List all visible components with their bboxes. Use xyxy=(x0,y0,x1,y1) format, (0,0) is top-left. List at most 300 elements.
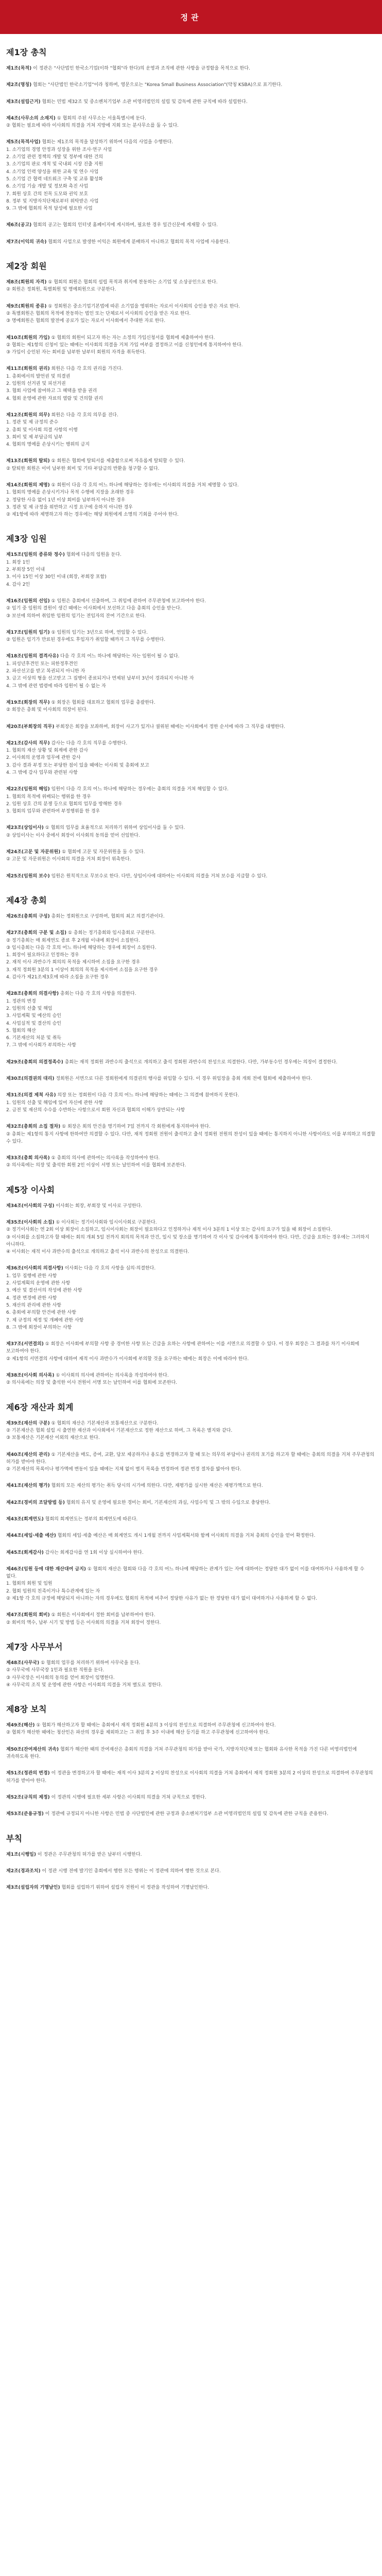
article-paragraph xyxy=(6,937,376,944)
article-text: 협회는 제1조의 목적을 달성하기 위하여 다음의 사업을 수행한다. xyxy=(42,140,173,145)
article-text: 4. 감사 2인 xyxy=(6,582,30,587)
article xyxy=(6,1123,376,1145)
article-text: 정회원은 서면으로 다른 정회원에게 의결권의 행사를 위임할 수 있다. 이 경우 위임장을 총회 개회 전에 협회에 제출하여야 한다. xyxy=(56,1076,312,1082)
article-text: ③ 가입이 승인된 자는 회비를 납부한 날부터 회원의 자격을 취득한다. xyxy=(6,350,146,355)
article-heading: 제5조(목적사업) xyxy=(6,140,41,145)
article-paragraph xyxy=(6,1612,376,1619)
article-text: 협회는 "사단법인 한국소기업"이라 칭하며, 영문으로는 "Korea Small Business Association"(약칭 KSBA)으로 표기한다. xyxy=(33,82,283,88)
article xyxy=(6,1059,376,1066)
article-text: 1. 협회의 목적에 위배되는 행위를 한 경우 xyxy=(6,794,91,800)
article-text: 1. 협회의 명예를 손상시키거나 목적 수행에 지장을 초래한 경우 xyxy=(6,490,134,496)
article-paragraph xyxy=(6,1770,376,1785)
chapter-title: 제6장 재산과 회계 xyxy=(6,1402,74,1412)
article-text: 감사는 다음 각 호의 직무를 수행한다. xyxy=(51,740,128,746)
article-text: 7. 회원 상호 간의 친목 도모와 권익 보호 xyxy=(6,191,89,197)
article-paragraph xyxy=(6,1588,376,1595)
article-text: ④ 이사회는 재적 이사 과반수의 출석으로 개의하고 출석 이사 과반수의 찬성으로 의결한다. xyxy=(6,1249,189,1255)
page-title-banner xyxy=(0,0,382,34)
article-text: ② 임원은 임기가 만료된 경우에도 후임자가 취임할 때까지 그 직무를 수행한다. xyxy=(6,637,166,643)
article-paragraph xyxy=(6,944,376,952)
article-paragraph xyxy=(6,222,376,229)
chapter-title: 제3장 임원 xyxy=(6,534,47,544)
article-heading: 제14조(회원의 제명) xyxy=(6,482,50,488)
article xyxy=(6,653,376,689)
article xyxy=(6,598,376,620)
article-heading: 제53조(준용규정) xyxy=(6,1811,44,1817)
chapter-title: 제2장 회원 xyxy=(6,261,47,272)
article-paragraph xyxy=(6,1667,376,1674)
article-text: ② 총회는 제1항의 통지 사항에 한하여만 의결할 수 있다. 다만, 재적 정회원 전원이 출석하고 출석 정회원 전원의 찬성이 있을 때에는 통지하지 아니한 사항이라도 이를 부의하고 의결할 수 있다. xyxy=(6,1131,377,1144)
article-text: ② 회비의 액수, 납부 시기 및 방법 등은 이사회의 의결을 거쳐 회장이 정한다. xyxy=(6,1620,161,1625)
article xyxy=(6,139,376,212)
article-heading: 제11조(회원의 권리) xyxy=(6,366,50,372)
article-text: 협회의 사업으로 발생한 이익은 회원에게 분배하지 아니하고 협회의 목적 사업에 사용한다. xyxy=(48,239,230,245)
article-paragraph xyxy=(6,1302,376,1309)
article-paragraph xyxy=(6,849,376,856)
article xyxy=(6,1516,376,1523)
article-heading: 제32조(총회의 소집 절차) xyxy=(6,1124,61,1130)
article-heading: 제8조(회원의 자격) xyxy=(6,280,47,285)
article-text: 3. 감사 결과 부정 또는 부당한 점이 있을 때에는 이사회 및 총회에 보고 xyxy=(6,762,149,768)
article-paragraph xyxy=(6,551,376,558)
article xyxy=(6,1219,376,1256)
article-text: ② 기본재산은 협회 설립 시 출연한 재산과 이사회에서 기본재산으로 정한 재산으로 하며, 그 목록은 별지와 같다. xyxy=(6,1428,233,1433)
article-paragraph xyxy=(6,873,376,880)
article-heading: 제4조(사무소의 소재지) xyxy=(6,115,56,121)
article-paragraph xyxy=(6,81,376,89)
article-heading: 제10조(회원의 가입) xyxy=(6,335,50,341)
article-paragraph xyxy=(6,801,376,808)
article-paragraph xyxy=(6,1123,376,1130)
article-paragraph xyxy=(6,605,376,612)
article-paragraph xyxy=(6,387,376,395)
article-paragraph xyxy=(6,1379,376,1386)
article-paragraph xyxy=(6,1273,376,1280)
article-text: ① 회장은 회의 안건을 명기하여 7일 전까지 각 회원에게 통지하여야 한다. xyxy=(62,1124,211,1130)
article xyxy=(6,1092,376,1114)
article-paragraph xyxy=(6,1499,376,1506)
chapter-title: 제8장 보칙 xyxy=(6,1704,47,1715)
article-text: ① 회장은 이사회에 부의할 사항 중 경미한 사항 또는 긴급을 요하는 사항에 관하여는 이를 서면으로 의결할 수 있다. 이 경우 회장은 그 결과를 차기 이사회에 보고하여야 한다. xyxy=(6,1342,361,1354)
article-paragraph xyxy=(6,699,376,706)
article-text: 다음 각 호의 어느 하나에 해당하는 자는 임원이 될 수 없다. xyxy=(60,654,180,659)
article-text: 이 정관의 시행에 필요한 세부 사항은 이사회의 의결을 거쳐 규칙으로 정한다. xyxy=(51,1794,206,1800)
article-paragraph xyxy=(6,511,376,518)
article-heading: 제20조(부회장의 직무) xyxy=(6,724,55,730)
article-text: 이 정관을 변경하고자 할 때에는 재적 이사 3분의 2 이상의 찬성으로 이사회의 의결을 거쳐 총회에서 재적 정회원 3분의 2 이상의 찬성으로 의결하여 주무관청의 허가를 받아야 한다. xyxy=(6,1771,375,1784)
article-text: ② 회장은 총회 및 이사회의 의장이 된다. xyxy=(6,707,88,713)
article-paragraph xyxy=(6,1674,376,1682)
article-text: ① 이사회는 정기이사회와 임시이사회로 구분한다. xyxy=(56,1219,157,1225)
article-paragraph xyxy=(6,762,376,769)
article xyxy=(6,65,376,72)
article-text: 8. 그 밖에 회장이 부의하는 사항 xyxy=(6,1325,72,1330)
article-paragraph xyxy=(6,653,376,660)
article-heading: 제35조(이사회의 소집) xyxy=(6,1219,55,1225)
article-heading: 제21조(감사의 직무) xyxy=(6,740,50,746)
article-paragraph xyxy=(6,1226,376,1233)
article-paragraph xyxy=(6,1234,376,1249)
article-text: ① 기본재산을 매도, 증여, 교환, 담보 제공하거나 용도를 변경하고자 할 때 또는 의무의 부담이나 권리의 포기를 하고자 할 때에는 총회의 의결을 거쳐 주무관청의 허가를 받아야 한다. xyxy=(6,1452,376,1465)
article-paragraph xyxy=(6,303,376,310)
article-paragraph xyxy=(6,183,376,190)
article-heading: 제52조(규칙의 제정) xyxy=(6,1794,50,1800)
article-paragraph xyxy=(6,310,376,317)
article-paragraph xyxy=(6,740,376,747)
article-paragraph xyxy=(6,146,376,154)
article xyxy=(6,1884,376,1891)
article-paragraph xyxy=(6,629,376,636)
article-text: 이사회는 회장, 부회장 및 이사로 구성한다. xyxy=(56,1203,143,1209)
article-text: 7. 그 밖에 이사회가 부의하는 사항 xyxy=(6,1043,76,1048)
article-heading: 제49조(해산) xyxy=(6,1723,35,1728)
article-text: 4. 그 밖에 감사 업무와 관련된 사항 xyxy=(6,770,78,775)
article-text: 감사는 회계감사를 연 1회 이상 실시하여야 한다. xyxy=(45,1550,144,1555)
article-paragraph xyxy=(6,1595,376,1602)
article xyxy=(6,1659,376,1689)
article-paragraph xyxy=(6,832,376,839)
article-heading: 제9조(회원의 종류) xyxy=(6,303,47,309)
article-text: ② 회원은 정회원, 특별회원 및 명예회원으로 구분한다. xyxy=(6,287,116,293)
article-text: 2. 재적 이사 과반수가 회의의 목적을 제시하여 소집을 요구한 경우 xyxy=(6,960,141,965)
article-text: 3. 금고 이상의 형을 선고받고 그 집행이 종료되거나 면제된 날부터 3년이 경과되지 아니한 자 xyxy=(6,676,194,682)
article-text: 2. 이사회의 운영과 업무에 관한 감사 xyxy=(6,755,81,761)
article-text: 2. 파산선고를 받고 복권되지 아니한 자 xyxy=(6,669,85,674)
article-paragraph xyxy=(6,1265,376,1272)
article-heading: 제1조(시행일) xyxy=(6,1852,36,1857)
article-paragraph xyxy=(6,489,376,496)
article xyxy=(6,1482,376,1489)
article-paragraph xyxy=(6,349,376,356)
article xyxy=(6,1451,376,1473)
article xyxy=(6,1770,376,1785)
article-text: 협회의 모든 재산의 평가는 취득 당시의 시가에 의한다. 다만, 재평가를 실시한 재산은 재평가액으로 한다. xyxy=(51,1483,263,1489)
article-heading: 제3조(설립자의 기명날인) xyxy=(6,1885,60,1891)
article-paragraph xyxy=(6,1012,376,1020)
article-text: 2. 총회 및 이사회 의결 사항의 이행 xyxy=(6,427,78,433)
article-heading: 제26조(총회의 구성) xyxy=(6,913,50,919)
article-heading: 제25조(임원의 보수) xyxy=(6,873,50,879)
article-paragraph xyxy=(6,154,376,161)
chapter-title: 부칙 xyxy=(6,1833,22,1843)
article-text: 임원이 다음 각 호의 어느 하나에 해당하는 경우에는 총회의 의결을 거쳐 해임할 수 있다. xyxy=(51,787,229,792)
article-paragraph xyxy=(6,636,376,643)
article-paragraph xyxy=(6,205,376,212)
article xyxy=(6,1420,376,1442)
article-heading: 제51조(정관의 변경) xyxy=(6,1771,50,1776)
article-paragraph xyxy=(6,974,376,981)
article-paragraph xyxy=(6,395,376,402)
article-text: 5. 소기업 간 협력 네트워크 구축 및 교류 활성화 xyxy=(6,176,103,182)
article-paragraph xyxy=(6,427,376,434)
article-paragraph xyxy=(6,1851,376,1858)
article-paragraph xyxy=(6,952,376,959)
article-paragraph xyxy=(6,1099,376,1107)
article-paragraph xyxy=(6,1107,376,1114)
article-paragraph xyxy=(6,122,376,129)
article-text: 2. 임원 상호 간의 분쟁 등으로 협회의 업무를 방해한 경우 xyxy=(6,801,123,807)
article-paragraph xyxy=(6,98,376,106)
article-paragraph xyxy=(6,559,376,566)
article-paragraph xyxy=(6,1020,376,1027)
article-heading: 제44조(세입·세출 예산) xyxy=(6,1533,56,1539)
article-paragraph xyxy=(6,1868,376,1875)
article xyxy=(6,1868,376,1875)
article-paragraph xyxy=(6,613,376,620)
article-paragraph xyxy=(6,1341,376,1355)
article-heading: 제40조(재산의 관리) xyxy=(6,1452,50,1458)
article xyxy=(6,699,376,714)
article-text: 1. 협회의 재산 상황 및 회계에 관한 감사 xyxy=(6,748,89,754)
article-paragraph xyxy=(6,434,376,441)
article-text: 이사회는 다음 각 호의 사항을 심의·의결한다. xyxy=(64,1266,156,1272)
article-paragraph xyxy=(6,929,376,937)
article-text: ② 탈퇴한 회원은 이미 납부한 회비 및 기타 부담금의 반환을 청구할 수 없다. xyxy=(6,466,160,471)
article-paragraph xyxy=(6,504,376,511)
article-text: ② 기본재산의 목록이나 평가액에 변동이 있을 때에는 지체 없이 별지 목록을 변경하여 정관 변경 절차를 밟아야 한다. xyxy=(6,1467,241,1472)
article xyxy=(6,629,376,644)
article-text: 4. 협회 운영에 관한 자료의 열람 및 건의할 권리 xyxy=(6,396,103,401)
article-heading: 제29조(총회의 의결정족수) xyxy=(6,1059,63,1065)
article-paragraph xyxy=(6,1317,376,1324)
article-text: ① 협회의 업무를 처리하기 위하여 사무국을 둔다. xyxy=(41,1660,141,1666)
article-paragraph xyxy=(6,1746,376,1761)
article-paragraph xyxy=(6,1794,376,1801)
article-heading: 제18조(임원의 결격사유) xyxy=(6,654,59,659)
article-text: 1. 피성년후견인 또는 피한정후견인 xyxy=(6,661,78,667)
article xyxy=(6,239,376,246)
article-text: ② 임기 중 임원의 결원이 생긴 때에는 이사회에서 보선하고 다음 총회의 승인을 받는다. xyxy=(6,606,182,612)
article-text: 5. 재산의 관리에 관한 사항 xyxy=(6,1302,61,1308)
article xyxy=(6,929,376,981)
article xyxy=(6,1851,376,1858)
article-text: 2. 사업계획의 운영에 관한 사항 xyxy=(6,1281,71,1286)
article-paragraph xyxy=(6,1280,376,1287)
chapter-title: 제7장 사무부서 xyxy=(6,1641,63,1652)
article xyxy=(6,412,376,448)
article xyxy=(6,303,376,325)
article xyxy=(6,1810,376,1818)
article-text: ② 제1항에 따라 제명하고자 하는 경우에는 해당 회원에게 소명의 기회를 주어야 한다. xyxy=(6,512,179,518)
article xyxy=(6,1155,376,1170)
article-text: ③ 보통재산은 기본재산 이외의 재산으로 한다. xyxy=(6,1435,100,1441)
article-paragraph xyxy=(6,808,376,815)
article-text: ① 정회원은 중소기업기본법에 따른 소기업을 영위하는 자로서 이사회의 승인을 받은 자로 한다. xyxy=(48,303,240,309)
article-paragraph xyxy=(6,286,376,293)
article-paragraph xyxy=(6,139,376,146)
article-text: 협회는 민법 제32조 및 중소벤처기업부 소관 비영리법인의 설립 및 감독에 관한 규칙에 따라 설립한다. xyxy=(42,99,248,105)
article-paragraph xyxy=(6,1619,376,1626)
article-text: 3. 사업계획 및 예산의 승인 xyxy=(6,1013,61,1019)
article-text: 총회는 재적 정회원 과반수의 출석으로 개의하고 출석 정회원 과반수의 찬성으로 의결한다. 다만, 가부동수인 경우에는 의장이 결정한다. xyxy=(64,1059,338,1065)
article-paragraph xyxy=(6,334,376,342)
article-heading: 제19조(회장의 직무) xyxy=(6,700,50,705)
article-text: 3. 재적 정회원 3분의 1 이상이 회의의 목적을 제시하여 소집을 요구한 경우 xyxy=(6,967,158,973)
article xyxy=(6,1202,376,1210)
article-paragraph xyxy=(6,1451,376,1466)
article-heading: 제3조(설립근거) xyxy=(6,99,41,105)
article-paragraph xyxy=(6,793,376,801)
article-paragraph xyxy=(6,824,376,832)
article-paragraph xyxy=(6,1092,376,1099)
article-text: 4. 정관 변경에 관한 사항 xyxy=(6,1295,57,1301)
article-text: 2. 금전 및 재산의 수수를 수반하는 사항으로서 회원 자신과 협회의 이해가 상반되는 사항 xyxy=(6,1107,185,1113)
article-heading: 제17조(임원의 임기) xyxy=(6,630,50,635)
article-text: 협회의 회계연도는 정부의 회계연도에 따른다. xyxy=(45,1517,138,1522)
article-paragraph xyxy=(6,769,376,776)
article xyxy=(6,723,376,731)
article-text: ② 협회는 필요에 따라 이사회의 의결을 거쳐 지방에 지회 또는 분사무소를 둘 수 있다. xyxy=(6,123,179,129)
article-paragraph xyxy=(6,1427,376,1434)
article-heading: 제31조(의결 제척 사유) xyxy=(6,1093,56,1098)
article-heading: 제27조(총회의 구분 및 소집) xyxy=(6,930,67,936)
article-heading: 제15조(임원의 종류와 정수) xyxy=(6,552,65,558)
article-text: 1. 정관의 변경 xyxy=(6,998,36,1004)
article xyxy=(6,849,376,863)
article-text: 임원은 원칙적으로 무보수로 한다. 다만, 상임이사에 대하여는 이사회의 의결을 거쳐 보수를 지급할 수 있다. xyxy=(51,873,268,879)
article-heading: 제6조(공고) xyxy=(6,223,32,228)
article-text: ① 회장은 협회를 대표하고 협회의 업무를 총괄한다. xyxy=(51,700,155,705)
article-heading: 제36조(이사회의 의결사항) xyxy=(6,1266,63,1272)
article-paragraph xyxy=(6,998,376,1005)
article-text: 1. 회장이 필요하다고 인정하는 경우 xyxy=(6,953,79,958)
article-paragraph xyxy=(6,1810,376,1818)
article-text: 2. 협회 임원의 친족이거나 특수관계에 있는 자 xyxy=(6,1588,100,1594)
article-paragraph xyxy=(6,317,376,325)
article-text: ① 회원이 다음 각 호의 어느 하나에 해당하는 경우에는 이사회의 의결을 거쳐 제명할 수 있다. xyxy=(51,482,239,488)
article xyxy=(6,115,376,130)
article-heading: 제34조(이사회의 구성) xyxy=(6,1203,55,1209)
article xyxy=(6,1612,376,1626)
article-text: 1. 회장 1인 xyxy=(6,560,30,565)
article-text: 6. 총회에 부의할 안건에 관한 사항 xyxy=(6,1310,76,1316)
article-text: ③ 사무국장은 이사회의 동의를 얻어 회장이 임명한다. xyxy=(6,1675,115,1681)
article-paragraph xyxy=(6,573,376,581)
article-paragraph xyxy=(6,465,376,472)
article-paragraph xyxy=(6,176,376,183)
article-text: ② 상임이사는 이사 중에서 회장이 이사회의 동의를 얻어 선임한다. xyxy=(6,833,140,838)
article-text: 총회는 다음 각 호의 사항을 의결한다. xyxy=(60,991,136,997)
article-paragraph xyxy=(6,1162,376,1169)
article-paragraph xyxy=(6,380,376,387)
article-paragraph xyxy=(6,967,376,974)
article-text: 2. 소기업 관련 정책의 개발 및 정부에 대한 건의 xyxy=(6,155,103,160)
article-paragraph xyxy=(6,441,376,448)
article-text: 협회의 유지 및 운영에 필요한 경비는 회비, 기본재산의 과실, 사업수익 및 그 밖의 수입으로 충당한다. xyxy=(66,1500,271,1505)
article-paragraph xyxy=(6,1682,376,1689)
article-text: ② 의사록에는 의장 및 출석한 이사 전원이 서명 또는 날인하여 이를 협회에 보존한다. xyxy=(6,1380,178,1386)
article-heading: 제22조(임원의 해임) xyxy=(6,787,50,792)
article-text: 1. 협회의 회원 및 임원 xyxy=(6,1581,53,1587)
article xyxy=(6,1499,376,1506)
article-paragraph xyxy=(6,1155,376,1162)
article-paragraph xyxy=(6,342,376,349)
article xyxy=(6,1532,376,1539)
article-heading: 제47조(회원의 회비) xyxy=(6,1613,50,1618)
article-heading: 제1조(목적) xyxy=(6,66,32,71)
article-paragraph xyxy=(6,1075,376,1082)
article xyxy=(6,1746,376,1761)
article xyxy=(6,1341,376,1363)
article-text: 2. 부회장 5인 이내 xyxy=(6,567,45,573)
article-text: 3. 정관 및 제 규정을 위반하고 시정 요구에 응하지 아니한 경우 xyxy=(6,504,133,510)
article-text: 5. 협회의 해산 xyxy=(6,1028,36,1033)
article-text: ① 이사회의 의사에 관하여는 의사록을 작성하여야 한다. xyxy=(56,1373,169,1379)
article-text: ② 정기이사회는 연 2회 이상 회장이 소집하고, 임시이사회는 회장이 필요하다고 인정하거나 재적 이사 3분의 1 이상 또는 감사의 요구가 있을 때 회장이 소집한다. xyxy=(6,1227,332,1233)
article-text: 2. 임원의 선출 및 해임 xyxy=(6,1006,53,1011)
article-paragraph xyxy=(6,1659,376,1667)
article-paragraph xyxy=(6,1420,376,1427)
article-paragraph xyxy=(6,754,376,761)
article-paragraph xyxy=(6,1219,376,1226)
article-text: 회원은 다음 각 호의 의무를 진다. xyxy=(51,412,118,418)
article-text: ① 총회는 정기총회와 임시총회로 구분한다. xyxy=(67,930,156,936)
article-paragraph xyxy=(6,1042,376,1049)
article-text: 8. 정부 및 지방자치단체로부터 위탁받은 사업 xyxy=(6,198,99,204)
article-heading: 제2조(경과조치) xyxy=(6,1868,41,1874)
article-paragraph xyxy=(6,1516,376,1523)
article-heading: 제28조(총회의 의결사항) xyxy=(6,991,59,997)
article-paragraph xyxy=(6,1355,376,1363)
article xyxy=(6,365,376,402)
article-paragraph xyxy=(6,1884,376,1891)
article-text: ① 임원은 총회에서 선출하며, 그 취임에 관하여 주무관청에 보고하여야 한다. xyxy=(51,598,206,604)
article-text: ② 사무국에 사무국장 1인과 필요한 직원을 둔다. xyxy=(6,1668,105,1673)
article-text: 3. 협회 사업에 참여하고 그 혜택을 받을 권리 xyxy=(6,388,97,394)
article-heading: 제24조(고문 및 자문위원) xyxy=(6,850,61,855)
article-text: 2. 정당한 사유 없이 1년 이상 회비를 납부하지 아니한 경우 xyxy=(6,497,126,503)
article-paragraph xyxy=(6,161,376,168)
article-paragraph xyxy=(6,115,376,122)
article-heading: 제16조(임원의 선임) xyxy=(6,598,50,604)
article-text: ③ 이사회를 소집하고자 할 때에는 회의 개최 5일 전까지 회의의 목적과 안건, 일시 및 장소를 명기하여 각 이사 및 감사에게 통지하여야 한다. 다만, 긴급을 요하는 경우에는 그러하지 아니하다. xyxy=(6,1234,371,1247)
article-text: 부회장은 회장을 보좌하며, 회장이 사고가 있거나 궐위된 때에는 이사회에서 정한 순서에 따라 그 직무를 대행한다. xyxy=(56,724,286,730)
article-paragraph xyxy=(6,1549,376,1556)
article-text: 협회의 세입·세출 예산은 매 회계연도 개시 1개월 전까지 사업계획서와 함께 이사회의 의결을 거쳐 총회의 승인을 얻어 확정한다. xyxy=(57,1533,316,1539)
article xyxy=(6,222,376,229)
article-paragraph xyxy=(6,1434,376,1442)
article-paragraph xyxy=(6,913,376,920)
article-paragraph xyxy=(6,1035,376,1042)
article-heading: 제13조(회원의 탈퇴) xyxy=(6,459,50,464)
article-paragraph xyxy=(6,191,376,198)
article-text: 4. 감사가 제21조제3호에 따라 소집을 요구한 경우 xyxy=(6,975,109,980)
article-text: 3. 소기업의 판로 개척 및 국내외 시장 진출 지원 xyxy=(6,162,103,167)
article-text: 1. 업무 집행에 관한 사항 xyxy=(6,1273,57,1279)
article-paragraph xyxy=(6,706,376,714)
article xyxy=(6,1372,376,1387)
article-paragraph xyxy=(6,675,376,682)
article-paragraph xyxy=(6,1005,376,1012)
article-paragraph xyxy=(6,598,376,605)
article-heading: 제39조(재산의 구분) xyxy=(6,1420,50,1426)
article xyxy=(6,98,376,106)
article xyxy=(6,1549,376,1556)
article-text: 회원은 다음 각 호의 권리를 가진다. xyxy=(51,366,123,372)
article-text: ② 제1항의 서면결의 사항에 대하여 재적 이사 과반수가 이사회에 부의할 것을 요구하는 때에는 회장은 이에 따라야 한다. xyxy=(6,1356,249,1362)
article xyxy=(6,1265,376,1331)
article xyxy=(6,551,376,588)
chapter-title: 제5장 이사회 xyxy=(6,1184,55,1195)
article-paragraph xyxy=(6,1324,376,1331)
article-text: ② 제1항 각 호의 규정에 해당되지 아니하는 자의 경우에도 협회의 목적에 비추어 정당한 사유가 없는 한 정당한 대가 없이 대여하거나 사용하게 할 수 없다. xyxy=(6,1596,318,1602)
article xyxy=(6,824,376,839)
article xyxy=(6,334,376,357)
article-paragraph xyxy=(6,1309,376,1316)
article-heading: 제42조(경비의 조달방법 등) xyxy=(6,1500,65,1505)
article-text: ① 협회의 회원은 협회의 설립 목적과 취지에 찬동하는 소기업 및 소상공인으로 한다. xyxy=(48,280,218,285)
article-paragraph xyxy=(6,990,376,997)
